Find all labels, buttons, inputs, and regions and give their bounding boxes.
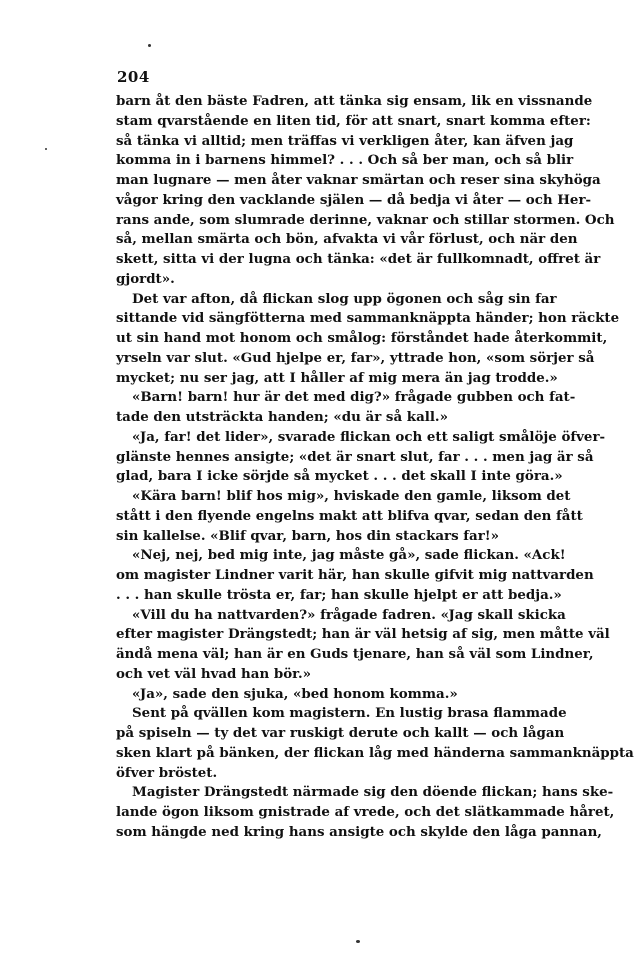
text-line: Det var afton, då flickan slog upp ögonen och såg sin far: [132, 290, 557, 307]
text-line: ut sin hand mot honom och smålog: förståndet hade återkommit,: [116, 330, 608, 346]
text-line: om magister Lindner varit här, han skulle gifvit mig nattvarden: [116, 567, 594, 583]
text-line: lande ögon liksom gnistrade af vrede, och det slätkammade håret,: [116, 804, 615, 820]
text-line: öfver bröstet.: [116, 764, 218, 781]
text-line: . . . han skulle trösta er, far; han skulle hjelpt er att bedja.»: [116, 586, 562, 603]
text-line: «Ja», sade den sjuka, «bed honom komma.»: [132, 685, 458, 702]
text-line: sin kallelse. «Blif qvar, barn, hos din stackars far!»: [116, 527, 500, 544]
text-line: och vet väl hvad han bör.»: [116, 665, 312, 682]
text-line: «Ja, far! det lider», svarade flickan och ett saligt smålöje öfver-: [132, 428, 606, 445]
print-speck: [148, 44, 151, 47]
text-line: på spiseln — ty det var ruskigt derute och kallt — och lågan: [116, 725, 565, 741]
text-line: Sent på qvällen kom magistern. En lustig brasa flammade: [132, 705, 567, 722]
text-line: Magister Drängstedt närmade sig den döende flickan; hans ske-: [132, 784, 614, 801]
text-line: man lugnare — men åter vaknar smärtan och reser sina skyhöga: [116, 172, 601, 188]
print-speck: [356, 940, 360, 943]
text-line: efter magister Drängstedt; han är väl hetsig af sig, men måtte väl: [116, 626, 610, 643]
text-line: sittande vid sängfötterna med sammanknäppta händer; hon räckte: [116, 310, 620, 327]
text-line: stam qvarstående en liten tid, för att snart, snart komma efter:: [116, 112, 591, 129]
page-number: 204: [117, 68, 150, 86]
text-line: mycket; nu ser jag, att I håller af mig mera än jag trodde.»: [116, 369, 558, 386]
text-line: glad, bara I icke sörjde så mycket . . . det skall I inte göra.»: [116, 468, 563, 485]
text-line: vågor kring den vacklande själen — då bedja vi åter — och Her-: [116, 191, 592, 208]
text-line: tade den utsträckta handen; «du är så kall.»: [116, 409, 448, 425]
text-line: sken klart på bänken, der flickan låg med händerna sammanknäppta: [116, 744, 634, 761]
text-line: glänste hennes ansigte; «det är snart slut, far . . . men jag är så: [116, 448, 594, 465]
text-line: «Vill du ha nattvarden?» frågade fadren. «Jag skall skicka: [132, 606, 566, 623]
text-line: stått i den flyende engelns makt att blifva qvar, sedan den fått: [116, 507, 583, 524]
print-speck: [45, 148, 47, 150]
text-line: «Kära barn! blif hos mig», hviskade den gamle, liksom det: [132, 488, 571, 504]
text-line: rans ande, som slumrade derinne, vaknar och stillar stormen. Och: [116, 211, 615, 228]
text-line: komma in i barnens himmel? . . . Och så ber man, och så blir: [116, 152, 574, 169]
text-line: barn åt den bäste Fadren, att tänka sig ensam, lik en vissnande: [116, 93, 593, 109]
text-line: yrseln var slut. «Gud hjelpe er, far», yttrade hon, «som sörjer så: [116, 349, 595, 366]
text-line: «Barn! barn! hur är det med dig?» frågade gubben och fat-: [132, 389, 576, 406]
text-line: «Nej, nej, bed mig inte, jag måste gå», sade flickan. «Ack!: [132, 547, 566, 564]
text-line: så tänka vi alltid; men träffas vi verkligen åter, kan äfven jag: [116, 132, 574, 149]
text-line: så, mellan smärta och bön, afvakta vi vår förlust, och när den: [116, 231, 578, 248]
text-line: ändå mena väl; han är en Guds tjenare, han så väl som Lindner,: [116, 646, 594, 662]
body-text: [116, 92, 634, 843]
text-line: skett, sitta vi der lugna och tänka: «det är fullkomnadt, offret är: [116, 251, 601, 267]
text-line: som hängde ned kring hans ansigte och skylde den låga pannan,: [116, 823, 602, 840]
text-line: gjordt».: [116, 270, 175, 287]
